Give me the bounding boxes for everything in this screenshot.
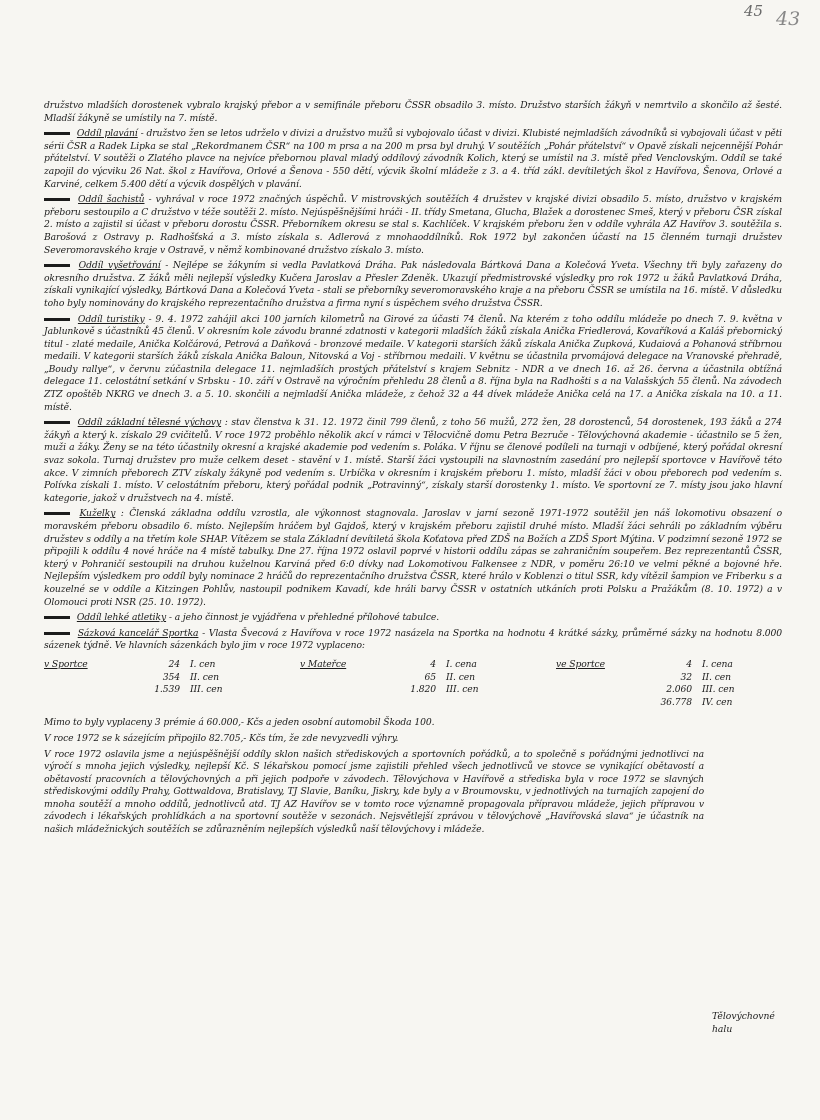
section-heading: Kuželky	[79, 508, 116, 520]
prize-rows	[114, 659, 270, 709]
prize-count: 1.539	[154, 684, 180, 696]
paragraph-body: : Členská základna oddílu vzrostla, ale výkonnost stagnovala. Jaroslav v jarní sezoně 1971-1972 soutěžil jen náš lokomotivu obsazení o moravském přeboru obsadilo 6. místo. Nejlepším hráčem byl Gajdoš, který v krajském přeboru zajistil druhé místo. Mladší žáci sehráli po základním výběru družstev s oddíly a na třetím kole SHAP. Vítězem se stala Základní devítiletá škola Koťatova před ZDŠ na Božích a ZDŠ Sport Mýtina. V podzimní sezoně 1972 se připojili k oddílu 4 nové hráče na 4 místě tabulky. Dne 27. října 1972 oslavil poprvé v historii oddílu zápas se zahraničním soupeřem. Bez reprezentantů ČSSR, který v Pohraničí sestoupili na druhou kuželnou Karviná před 6:0 dívky nad Lokomotivou Falkensee z NDR, v poměru 26:10 ve velmi pěkné a bojovné hře. Nejlepším výsledkem pro oddíl byly nominace 2 hráčů do reprezentačního družstva ČSSR, které hrálo v Koblenzi o titul SSR, kdy vítězil šampion ve Friberku s a kouzelné se v oddíle a Kitzingen Pohlův, nastoupil podnikem Kavadí, kde hráli barvy ČSSR v ostatních utkáních proti Polsku a Pražákům (8. 10. 1972) a v Olomouci proti NSR (25. 10. 1972).	[44, 508, 783, 608]
prize-row	[114, 672, 270, 685]
top-folio-number: 45	[744, 2, 764, 20]
closing-line: Mimo to byly vyplaceny 3 prémie á 60.000,- Kčs a jeden osobní automobil Škoda 100.	[44, 717, 435, 729]
paragraph	[44, 417, 782, 505]
prize-count: 2.060	[666, 684, 692, 696]
section-heading: Oddíl vyšetřování	[78, 260, 161, 272]
prize-rank: III. cen	[190, 684, 223, 696]
section-heading: Oddíl plavání	[76, 128, 138, 140]
prize-lottery	[556, 659, 782, 709]
prize-rank: III. cen	[446, 684, 479, 696]
paragraph-body: - a jeho činnost je vyjádřena v přehledné přílohové tabulce.	[168, 612, 440, 624]
prize-row	[626, 659, 782, 672]
prize-rank: I. cen	[190, 658, 216, 670]
prize-rows	[626, 659, 782, 709]
prize-row	[626, 684, 782, 697]
prize-rank: II. cen	[446, 671, 475, 683]
paragraph-body: - 9. 4. 1972 zahájil akci 100 jarních kilometrů na Girové za účasti 74 členů. Na kterém z toho oddílu mládeže po dnech 7. 9. května v Jablunkově s účastníků 45 členů. V okresním kole závodu branné zdatnosti v kategorii mladších žáků získala Anička Friedlerová, Kovaříková a Kaláš přebornický titul - zlaté medaile, Anička Kolčárová, Petrová a Daňková - bronzové medaile. V kategorii starších žáků získala Anička Zupková, Kudaiová a Pohanová stříbrnou medaili. V kategorii starších žáků získala Anička Baloun, Nitovská a Voj - stříbrnou medaili. V květnu se účastnila prvomájová delegace na Vranovské přehradě, „Boudy rallye“, v červnu zúčastnila delegace 11. nejmladších prostých přátelství s krajem Sebnitz - NDR a ve dnech 16. až 26. června a účastnila obtížná delegace 11. celostátní setkání v Srbsku - 10. září v Ostravě na výročním přehledu 28 členů a 8. října byla na Radhošti s a na Valašských 55 členů. Na závodech ZTZ opoštěb NKRG ve dnech 3. a 5. 10. skončili a nejmladší Anička mládeže, z čehož 32 a 44 dívek mládeže Anička celá na 17. a Anička získala na 10. a 11. místě.	[44, 313, 782, 413]
lottery-name: ve Sportce	[556, 658, 605, 670]
closing-paragraph: V roce 1972 oslavila jsme a nejúspěšnější oddíly sklon našich střediskových a sportovních pořádků, a to společně s pořádnými jednotlivci na výročí s mnoha jejich výsledky, nejlepší Kč. S lékařskou pomocí jsme zajistili přehled všech jednotlivců ve stovce se vynikající obětavostí a obětavostí pracovních a tělovýchovných a při jejich podpoře v závodech. Tělovýchova v Havířově a střediska byla v roce 1972 se slavných střediskovými oddíly Prahy, Gottwaldova, Bratislavy, TJ Slavie, Baníku, Jiskry, kde byly a v Broumovsku, v jednotlivých na turnajích zapojení do mnoha soutěží a mnoho oddílů, jednotlivců atd. TJ AZ Havířov se v tomto roce významně propagovala přípravou mládeže, jejich přípravou v závodech i lékařských prohlídkách a na sportovní soutěže v sezonách. Nejsvětlejší zprávou v tělovýchově „Havířovská slava“ je účastník na našich mládežnických soutěžích se zdůrazněním nejlepších výsledků naší tělovýchovy i mládeže.	[44, 748, 704, 836]
paragraph	[44, 314, 782, 415]
prize-row	[626, 672, 782, 685]
paragraph-body: družstvo mladších dorostenek vybralo krajský přebor a v semifinále přeboru ČSSR obsadilo 3. místo. Družstvo starších žákyň v nemrtvilo a skončilo až šesté. Mladší žákyně se umístily na 7. místě.	[44, 100, 782, 124]
prize-rows	[370, 659, 526, 709]
section-heading: Oddíl lehké atletiky	[76, 612, 167, 624]
paragraph	[44, 260, 782, 310]
paragraph	[44, 628, 782, 653]
prize-count: 354	[162, 671, 180, 683]
paragraph-body: : stav členstva k 31. 12. 1972 činil 799 členů, z toho 56 mužů, 272 žen, 28 dorostenců, 54 dorostenek, 193 žáků a 274 žákyň a který k. získalo 29 cvičitelů. V roce 1972 proběhlo několik akcí v rámci v Tělocvičně domu Petra Bezruče - Tělovýchovná akademie - účastnilo se 5 žen, muži a žáky. Ženy se na této účastnily okresní a krajské akademie pod vedením s. Poláka. V říjnu se členové podíleli na turnaji v odbíjené, který pořádal okresní svaz sokola. Turnaj družstev pro muže celkem deset - stavění v 1. místě. Starší žáci vystoupili na slavnostním zasedání pro nejlepší sportovce v Havířově této akce. V zimních přeborech ZTV získaly žákyně pod vedením s. Urbíčka v okresním i krajském přeboru 1. místo, mladší žáci v obou přeborech pod vedením s. Polívka získali 1. místo. V celostátním přeboru, který pořádal podnik „Potravinný“, získaly starší dorostenky 1. místo. Ve sportovní ze 7. místy jsou jako hlavní kategorie, jakož v družstvech na 4. místě.	[44, 417, 783, 504]
paragraph	[44, 128, 782, 191]
prize-rank: II. cen	[190, 671, 219, 683]
prize-rank: I. cena	[446, 658, 477, 670]
lottery-name: v Mateřce	[300, 658, 347, 670]
prize-rank: II. cen	[702, 671, 731, 683]
section-heading: Oddíl šachistů	[78, 194, 145, 206]
prize-table	[44, 659, 782, 709]
page-number: 43	[776, 8, 801, 30]
closing-line: V roce 1972 se k sázejícím připojilo 82.705,- Kčs tím, že zde nevyzvedli výhry.	[44, 732, 399, 744]
prize-rank: III. cen	[702, 684, 735, 696]
prize-lottery	[300, 659, 526, 709]
section-heading: Oddíl základní tělesné výchovy	[77, 417, 222, 429]
paragraph-body: - Nejlépe se žákyním si vedla Pavlatková Dráha. Pak následovala Bártková Dana a Kolečová Yveta. Všechny tři byly zařazeny do okresního družstva. Z žáků měli nejlepší výsledky Kučera Jaroslav a Přesler Zdeněk. Ukazují předmistrovské výsledky pro rok 1972 u žáků Pavlatková Dráha, získali vynikající výsledky, Bártková Dana a Kolečová Yveta - stali se přeborníky severomoravského kraje a na přeboru ČSSR se umístila na 16. místě. V důsledku toho byly nominovány do krajského reprezentačního družstva a firma nyní s úspěchem svého družstva ČSSR.	[44, 260, 782, 309]
prize-rank: I. cena	[702, 658, 733, 670]
paragraph	[44, 100, 782, 125]
prize-row	[370, 684, 526, 697]
section-heading: Oddíl turistiky	[77, 313, 145, 325]
prize-row	[114, 684, 270, 697]
prize-row	[370, 659, 526, 672]
prize-count: 4	[686, 658, 692, 670]
paragraph-body: - vyhrával v roce 1972 značných úspěchů. V mistrovských soutěžích 4 družstev v krajské divizi obsadilo 5. místo, družstvo v krajském přeboru sestoupilo a C družstvo v téže soutěži 2. místo. Nejúspěšnějšími hráči - II. třídy Smetana, Glucha, Blažek a dorostenec Smeš, který v přeboru ČSR získal 2. místo a zajistil si účast v přeboru dorostu ČSSR. Přeborníkem okresu se stal s. Kachlíček. V krajském přeboru žen v oddíle vyhrála AZ Havířov 3. soutěžila s. Barošová z Ostravy p. Radhošťská a 3. místo získala s. Adlerová z mnohaoddílníků. Rok 1972 byl zakončen účastí na 15 členném turnaji družstev Severomoravského kraje v Ostravě, v němž kombinované družstvo získalo 3. místo.	[44, 194, 782, 256]
prize-count: 1.820	[410, 684, 436, 696]
section-heading: Sázková kancelář Sportka	[77, 627, 199, 639]
prize-row	[370, 672, 526, 685]
paragraph	[44, 194, 782, 257]
prize-count: 32	[680, 671, 692, 683]
prize-count: 36.778	[660, 696, 692, 708]
prize-count: 65	[424, 671, 436, 683]
margin-note: Tělovýchovné halu	[712, 1011, 775, 1035]
prize-count: 4	[430, 658, 436, 670]
prize-count: 24	[168, 658, 180, 670]
paragraph-body: - družstvo žen se letos udrželo v divizi a družstvo mužů si vybojovalo účast v divizi. Klubisté nejmladších závodníků si vybojovali účast v pěti sérii ČSR a Radek Lipka se stal „Rekordmanem ČSR“ na 100 m prsa a na 200 m prsa byl druhý. V soutěžích „Pohár přátelství“ v Opavě získali nejcennější Pohár přátelství. V soutěži o Zlatého plavce na nejvíce přebornou plaval mladý oddílový závodník Kolich, který se umístil na 3. místě před Venclovským. Oddíl se také zapojil do výcviku 26 Nat. škol z Havířova, Orlové a Šenova - 550 dětí, výcvik školní mládeže z 3. a 4. tříd zákl. devítiletých škol z Havířova, Šenova, Orlové a Karviné, celkem 5.400 dětí a výcvik dospělých v plavání.	[44, 128, 783, 190]
prize-rank: IV. cen	[702, 696, 733, 708]
prize-row	[626, 697, 782, 710]
paragraph-body: - Vlasta Švecová z Havířova v roce 1972 nasázela na Sportka na hodnotu 4 krátké sázky, průměrné sázky na hodnotu 8.000 sázenek týdně. Ve hlavních sázenkách bylo jim v roce 1972 vyplaceno:	[44, 627, 783, 652]
prize-row	[114, 659, 270, 672]
prize-lottery	[44, 659, 270, 709]
paragraph	[44, 612, 782, 625]
paragraph	[44, 508, 782, 609]
handwritten-body	[44, 100, 782, 840]
lottery-name: v Sportce	[44, 658, 88, 670]
